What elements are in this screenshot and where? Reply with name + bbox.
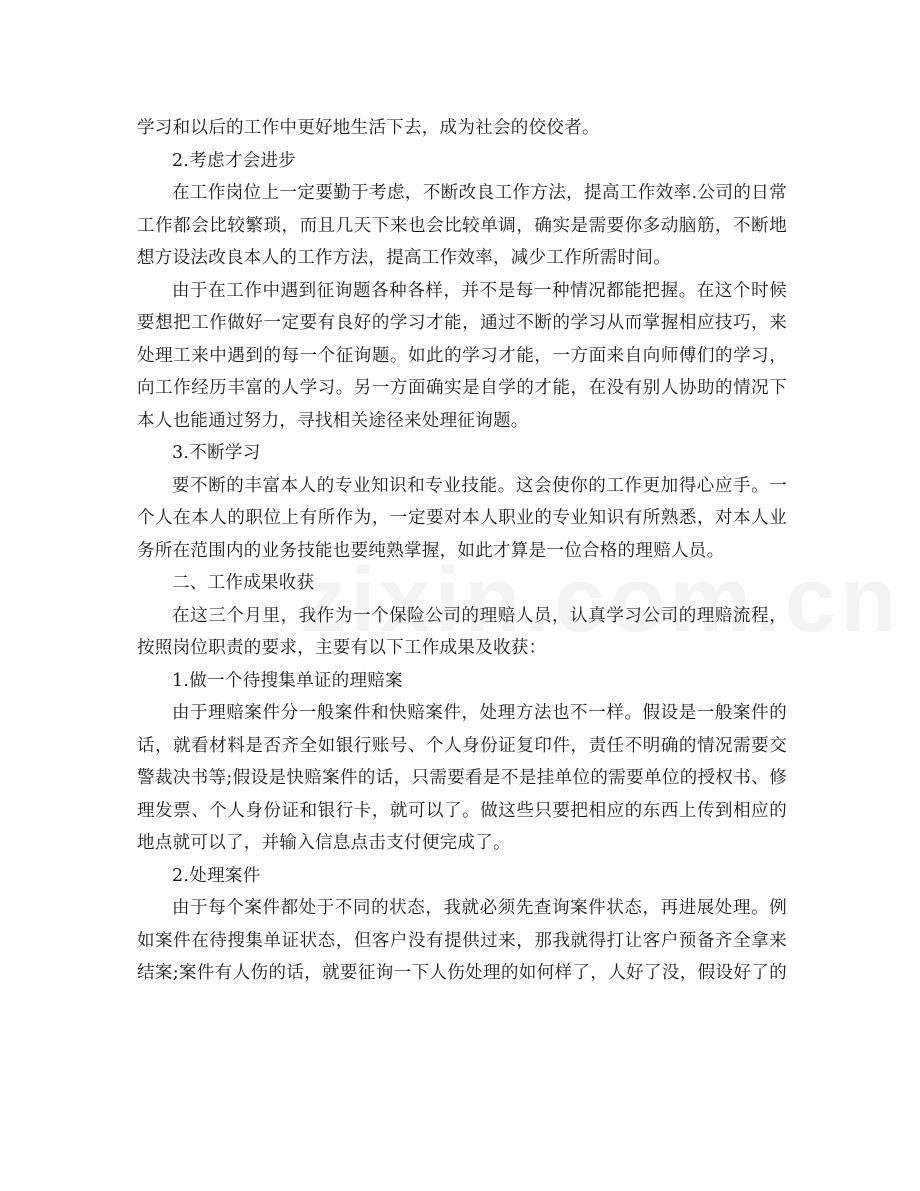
text-line: 处理工来中遇到的每一个征询题。如此的学习才能，一方面来自向师傅们的学习， <box>137 345 787 366</box>
text-line: 学习和以后的工作中更好地生活下去，成为社会的佼佼者。 <box>137 118 600 138</box>
text-line: 地点就可以了，并输入信息点击支付便完成了。 <box>137 833 511 853</box>
text-line: 1.做一个待搜集单证的理赔案 <box>172 670 403 691</box>
text-line: 按照岗位职责的要求，主要有以下工作成果及收获： <box>137 638 547 658</box>
text-line: 向工作经历丰富的人学习。另一方面确实是自学的才能，在没有别人协助的情况下 <box>137 378 787 398</box>
text-line: 由于理赔案件分一般案件和快赔案件，处理方法也不一样。假设是一般案件的 <box>172 703 787 723</box>
text-line: 要想把工作做好一定要有良好的学习才能，通过不断的学习从而掌握相应技巧，来 <box>137 313 787 333</box>
text-line: 想方设法改良本人的工作方法，提高工作效率，减少工作所需时间。 <box>137 248 671 268</box>
document-page <box>137 112 787 990</box>
text-line: 由于在工作中遇到征询题各种各样，并不是每一种情况都能把握。在这个时候 <box>172 280 787 301</box>
text-line: 话，就看材料是否齐全如银行账号、个人身份证复印件，责任不明确的情况需要交 <box>137 735 787 756</box>
text-line: 个人在本人的职位上有所作为，一定要对本人职业的专业知识有所熟悉，对本人业 <box>137 508 787 528</box>
text-line: 二、工作成果收获 <box>172 573 315 593</box>
text-line: 在工作岗位上一定要勤于考虑，不断改良工作方法，提高工作效率.公司的日常 <box>172 183 787 203</box>
text-line: 在这三个月里，我作为一个保险公司的理赔人员，认真学习公司的理赔流程， <box>172 605 787 626</box>
text-line: 理发票、个人身份证和银行卡，就可以了。做这些只要把相应的东西上传到相应的 <box>137 800 787 821</box>
text-line: 本人也能通过努力，寻找相关途径来处理征询题。 <box>137 410 529 431</box>
text-line: 工作都会比较繁琐，而且几天下来也会比较单调，确实是需要你多动脑筋，不断地 <box>137 215 787 236</box>
text-line: 警裁决书等;假设是快赔案件的话，只需要看是不是挂单位的需要单位的授权书、修 <box>137 768 787 788</box>
text-line: 要不断的丰富本人的专业知识和专业技能。这会使你的工作更加得心应手。一 <box>172 475 787 496</box>
text-line: 由于每个案件都处于不同的状态，我就必须先查询案件状态，再进展处理。例 <box>172 898 787 918</box>
text-line: 结案;案件有人伤的话，就要征询一下人伤处理的如何样了，人好了没，假设好了的 <box>137 963 787 983</box>
text-line: 3.不断学习 <box>172 443 261 463</box>
text-line: 务所在范围内的业务技能也要纯熟掌握，如此才算是一位合格的理赔人员。 <box>137 540 725 561</box>
text-line: 2.考虑才会进步 <box>172 150 297 171</box>
text-line: 如案件在待搜集单证状态，但客户没有提供过来，那我就得打让客户预备齐全拿来 <box>137 930 787 951</box>
text-line: 2.处理案件 <box>172 865 261 886</box>
